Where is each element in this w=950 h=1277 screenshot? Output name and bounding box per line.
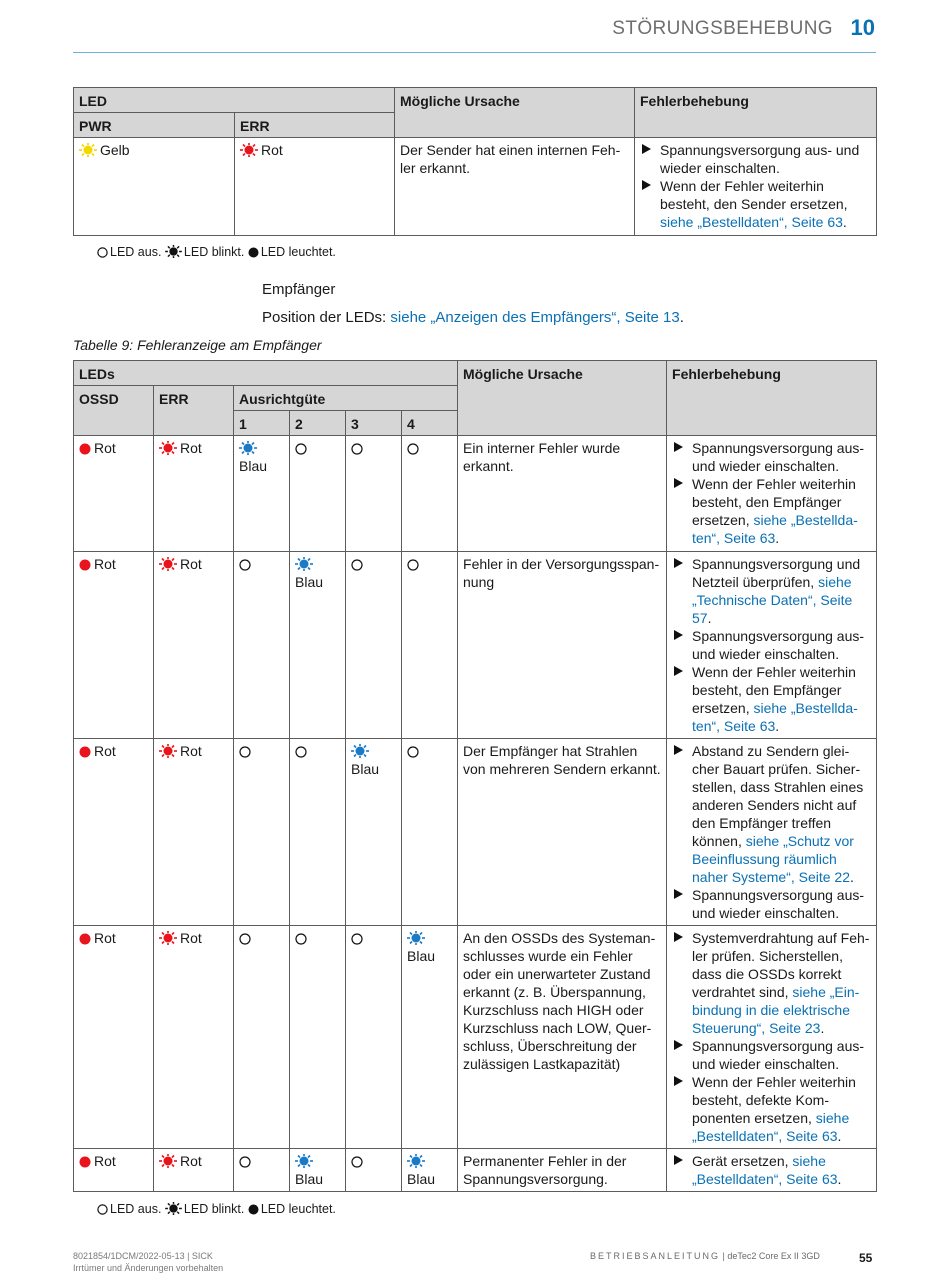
align-3-cell — [346, 926, 402, 1149]
header-align-1: 1 — [234, 411, 290, 436]
align-3-cell: Blau — [346, 739, 402, 926]
fix-cell — [667, 739, 877, 926]
led-blink-red-icon — [159, 1154, 177, 1168]
led-off-icon — [295, 443, 307, 455]
fix-item: Systemverdrahtung auf Fehler prüfen. Sicherstellen, dass die OSSDs korrekt verdrahtet sind, siehe „Einbindung in die elektrische Steuerung“, Seite 23. — [672, 929, 871, 1037]
align-1-cell — [234, 552, 290, 739]
header-align-2: 2 — [290, 411, 346, 436]
align-4-cell — [402, 552, 458, 739]
receiver-position: Position der LEDs: siehe „Anzeigen des Empfängers“, Seite 13. — [262, 309, 684, 326]
receiver-heading: Empfänger — [262, 281, 336, 298]
led-off-icon — [239, 559, 251, 571]
bullet-arrow-icon — [674, 1076, 683, 1086]
bullet-arrow-icon — [642, 180, 651, 190]
table-caption: Tabelle 9: Fehleranzeige am Empfänger — [73, 337, 322, 353]
table-row — [74, 926, 877, 1149]
fix-item: Spannungsversorgung aus- und wieder einschalten. — [672, 627, 871, 663]
header-align-4: 4 — [402, 411, 458, 436]
led-blink-red-icon — [159, 557, 177, 571]
bullet-arrow-icon — [674, 745, 683, 755]
led-blink-icon — [165, 1202, 182, 1215]
align-3-cell — [346, 436, 402, 552]
fix-item: Wenn der Fehler weiterhin besteht, den Sender ersetzen, siehe „Bestelldaten“, Seite 63. — [640, 177, 871, 231]
bullet-arrow-icon — [674, 442, 683, 452]
bullet-arrow-icon — [674, 666, 683, 676]
err-cell: Rot — [154, 552, 234, 739]
align-2-cell — [290, 739, 346, 926]
pwr-cell — [74, 138, 235, 236]
led-on-red-icon — [79, 559, 91, 571]
fix-cell — [667, 926, 877, 1149]
err-cell: Rot — [154, 436, 234, 552]
led-legend: LED aus. LED blinkt. LED leuchtet. — [97, 1202, 336, 1216]
fix-cell — [667, 436, 877, 552]
link-bestelldaten[interactable]: siehe „Bestelldaten“, Seite 63 — [692, 1110, 850, 1144]
align-1-cell — [234, 1149, 290, 1192]
led-off-icon — [97, 247, 108, 258]
led-on-red-icon — [79, 1156, 91, 1168]
chapter-number: 10 — [850, 15, 875, 40]
bullet-arrow-icon — [674, 630, 683, 640]
led-blink-blue-icon — [239, 441, 257, 455]
fix-item: Spannungsversorgung aus- und wieder einschalten. — [640, 141, 871, 177]
led-off-icon — [407, 746, 419, 758]
align-2-cell — [290, 436, 346, 552]
align-2-cell: Blau — [290, 552, 346, 739]
header-cause: Mögliche Ursache — [458, 361, 667, 436]
fix-item: Wenn der Fehler weiterhin besteht, den Empfänger ersetzen, siehe „Bestelldaten“, Seite 63. — [672, 475, 871, 547]
bullet-arrow-icon — [674, 1040, 683, 1050]
bullet-arrow-icon — [674, 1155, 683, 1165]
sender-error-table — [73, 87, 877, 236]
align-2-cell: Blau — [290, 1149, 346, 1192]
led-blink-icon — [165, 245, 182, 258]
err-cell: Rot — [154, 739, 234, 926]
header-led: LED — [74, 88, 395, 113]
link-schutz-beeinflussung[interactable]: siehe „Schutz vor Beeinflussung räumlich naher Systeme“, Seite 22 — [692, 833, 854, 885]
header-divider — [73, 52, 876, 53]
footer-disclaimer: Irrtümer und Änderungen vorbehalten — [73, 1263, 224, 1273]
footer-doc-id: 8021854/1DCM/2022-05-13 | SICK — [73, 1251, 213, 1261]
align-3-cell — [346, 1149, 402, 1192]
bullet-arrow-icon — [642, 144, 651, 154]
align-4-cell: Blau — [402, 926, 458, 1149]
align-1-cell — [234, 926, 290, 1149]
led-off-icon — [239, 1156, 251, 1168]
fix-item: Spannungsversorgung aus- und wieder einschalten. — [672, 886, 871, 922]
err-label: Rot — [261, 142, 283, 158]
header-pwr: PWR — [74, 113, 235, 138]
bullet-arrow-icon — [674, 558, 683, 568]
err-cell: Rot — [154, 926, 234, 1149]
align-4-cell: Blau — [402, 1149, 458, 1192]
header-alignment: Ausrichtgüte — [234, 386, 458, 411]
footer-manual: BETRIEBSANLEITUNG | deTec2 Core Ex II 3GD — [590, 1251, 820, 1261]
table-row — [74, 739, 877, 926]
led-blink-red-icon — [159, 931, 177, 945]
cause-cell: Der Empfänger hat Strahlen von mehreren Sendern erkannt. — [458, 739, 667, 926]
led-off-icon — [407, 443, 419, 455]
receiver-error-table — [73, 360, 877, 1192]
align-3-cell — [346, 552, 402, 739]
led-on-red-icon — [79, 746, 91, 758]
fix-item: Abstand zu Sendern gleicher Bauart prüfen. Sicherstellen, dass Strahlen eines anderen Senders nicht auf den Empfänger treffen können, siehe „Schutz vor Beeinflussung räumlich naher Systeme“, Seite 22. — [672, 742, 871, 886]
link-bestelldaten[interactable]: siehe „Bestelldaten“, Seite 63 — [692, 700, 858, 734]
bullet-arrow-icon — [674, 932, 683, 942]
cause-cell: Der Sender hat einen internen Fehler erkannt. — [395, 138, 635, 236]
ossd-cell: Rot — [74, 739, 154, 926]
table-row — [74, 138, 877, 236]
led-blink-blue-icon — [295, 1154, 313, 1168]
header-ossd: OSSD — [74, 386, 154, 436]
led-off-icon — [295, 933, 307, 945]
led-off-icon — [351, 933, 363, 945]
header-fix: Fehlerbehebung — [635, 88, 877, 138]
align-4-cell — [402, 436, 458, 552]
fix-item: Spannungsversorgung und Netzteil überprüfen, siehe „Technische Daten“, Seite 57. — [672, 555, 871, 627]
pwr-label: Gelb — [100, 142, 130, 158]
led-blink-blue-icon — [351, 744, 369, 758]
header-err: ERR — [154, 386, 234, 436]
fix-item: Wenn der Fehler weiterhin besteht, den Empfänger ersetzen, siehe „Bestelldaten“, Seite 63. — [672, 663, 871, 735]
led-blink-blue-icon — [295, 557, 313, 571]
header-align-3: 3 — [346, 411, 402, 436]
fix-cell — [667, 1149, 877, 1192]
led-legend: LED aus. LED blinkt. LED leuchtet. — [97, 245, 336, 259]
led-blink-red-icon — [159, 744, 177, 758]
header-cause: Mögliche Ursache — [395, 88, 635, 138]
led-on-red-icon — [79, 933, 91, 945]
led-on-icon — [248, 1204, 259, 1215]
fix-item: Spannungsversorgung aus- und wieder einschalten. — [672, 439, 871, 475]
header-leds: LEDs — [74, 361, 458, 386]
led-off-icon — [97, 1204, 108, 1215]
led-off-icon — [239, 746, 251, 758]
led-on-icon — [248, 247, 259, 258]
align-1-cell — [234, 739, 290, 926]
chapter-title: STÖRUNGSBEHEBUNG — [612, 18, 833, 39]
table-row — [74, 436, 877, 552]
align-4-cell — [402, 739, 458, 926]
header-err: ERR — [235, 113, 395, 138]
link-technische-daten[interactable]: siehe „Technische Daten“, Seite 57 — [692, 574, 853, 626]
align-2-cell — [290, 926, 346, 1149]
fix-item: Wenn der Fehler weiterhin besteht, defekte Komponenten ersetzen, siehe „Bestelldaten“, Seite 63. — [672, 1073, 871, 1145]
led-blink-red-icon — [240, 143, 258, 157]
led-off-icon — [351, 559, 363, 571]
led-off-icon — [351, 443, 363, 455]
cause-cell: Fehler in der Versorgungsspannung — [458, 552, 667, 739]
table-row — [74, 552, 877, 739]
fix-cell — [635, 138, 877, 236]
fix-item: Spannungsversorgung aus- und wieder einschalten. — [672, 1037, 871, 1073]
led-blink-blue-icon — [407, 1154, 425, 1168]
link-bestelldaten[interactable]: siehe „Bestelldaten“, Seite 63 — [660, 214, 843, 230]
ossd-cell: Rot — [74, 1149, 154, 1192]
link-anzeigen-empfaenger[interactable]: siehe „Anzeigen des Empfängers“, Seite 13 — [390, 309, 680, 326]
cause-cell: An den OSSDs des Systemanschlusses wurde ein Fehler oder ein unerwarteter Zustand erkannt (z. B. Überspannung, Kurzschluss nach HIGH oder Kurzschluss nach LOW, Querschluss, Überschreitung der zulässigen Lastkapazität) — [458, 926, 667, 1149]
link-bestelldaten[interactable]: siehe „Bestelldaten“, Seite 63 — [692, 512, 858, 546]
cause-cell: Permanenter Fehler in der Spannungsversorgung. — [458, 1149, 667, 1192]
led-blink-blue-icon — [407, 931, 425, 945]
led-off-icon — [239, 933, 251, 945]
led-blink-yellow-icon — [79, 143, 97, 157]
led-off-icon — [407, 559, 419, 571]
table-row — [74, 1149, 877, 1192]
link-einbindung-steuerung[interactable]: siehe „Einbindung in die elektrische Steuerung“, Seite 23 — [692, 984, 860, 1036]
footer-doc-info — [73, 1250, 223, 1274]
led-off-icon — [351, 1156, 363, 1168]
bullet-arrow-icon — [674, 889, 683, 899]
link-bestelldaten[interactable]: siehe „Bestelldaten“, Seite 63 — [692, 1153, 838, 1187]
header-fix: Fehlerbehebung — [667, 361, 877, 436]
ossd-cell: Rot — [74, 436, 154, 552]
led-off-icon — [295, 746, 307, 758]
led-blink-red-icon — [159, 441, 177, 455]
fix-item: Gerät ersetzen, siehe „Bestelldaten“, Seite 63. — [672, 1152, 871, 1188]
err-cell: Rot — [154, 1149, 234, 1192]
align-1-cell: Blau — [234, 436, 290, 552]
fix-cell — [667, 552, 877, 739]
ossd-cell: Rot — [74, 552, 154, 739]
page-number: 55 — [859, 1251, 873, 1265]
led-on-red-icon — [79, 443, 91, 455]
err-cell — [235, 138, 395, 236]
bullet-arrow-icon — [674, 478, 683, 488]
ossd-cell: Rot — [74, 926, 154, 1149]
cause-cell: Ein interner Fehler wurde erkannt. — [458, 436, 667, 552]
